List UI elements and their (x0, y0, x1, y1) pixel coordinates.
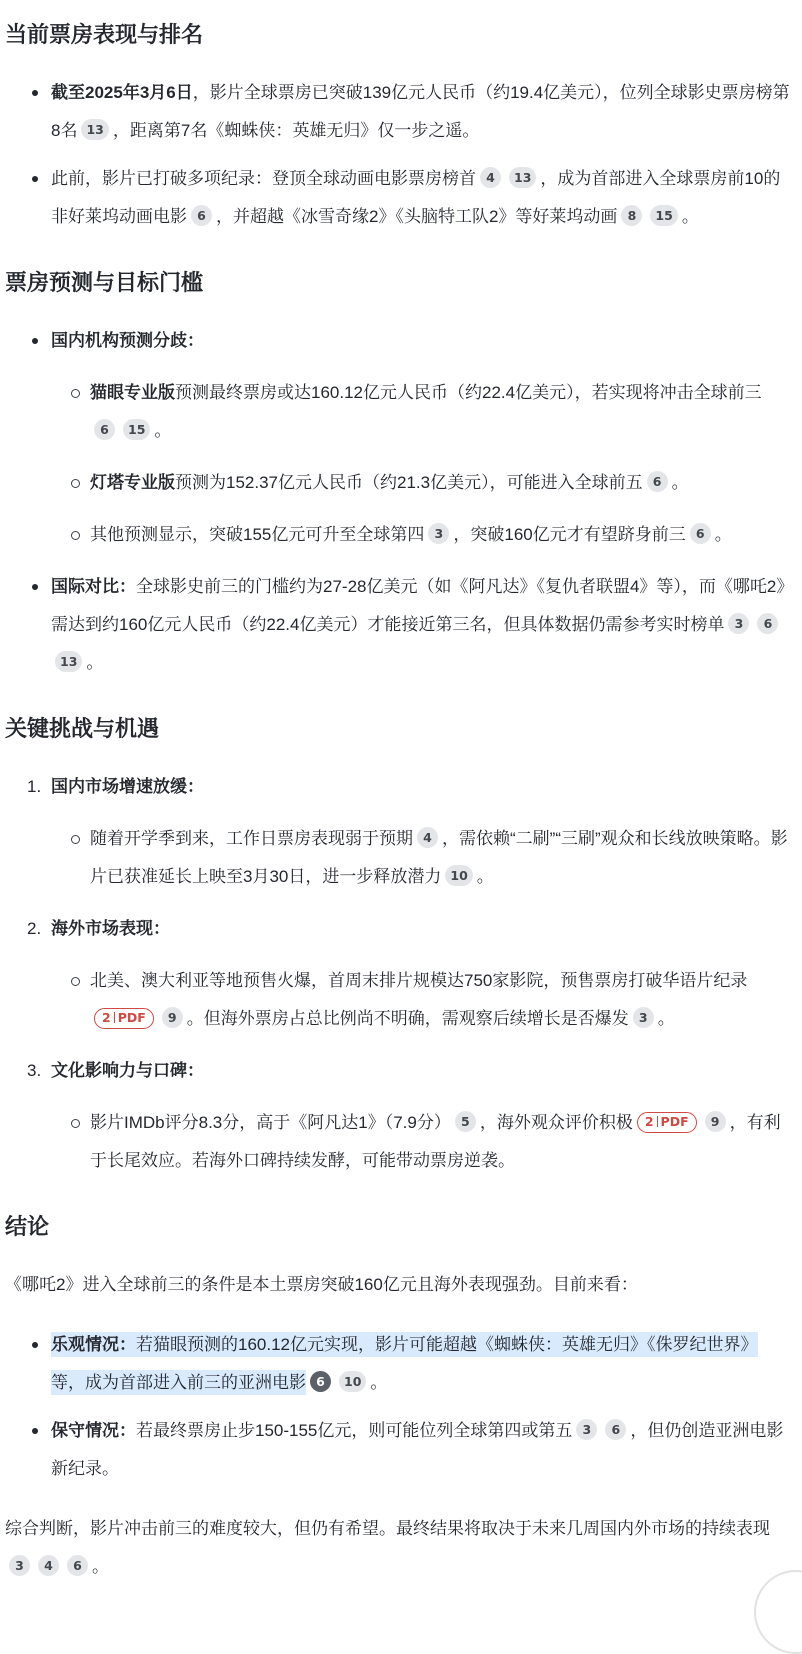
heading-current-performance: 当前票房表现与排名 (5, 22, 204, 47)
conclusion-intro: 《哪吒2》进入全球前三的条件是本土票房突破160亿元且海外表现强劲。目前来看： (5, 1275, 638, 1294)
text-run: 。 (86, 653, 104, 672)
numbered-item (27, 1052, 790, 1180)
text-run: 全球影史前三的门槛约为27-28亿美元（如《阿凡达》《复仇者联盟4》等），而《哪吒2》需达到约160亿元人民币（约22.4亿美元）才能接近第三名，但具体数据仍需参考实时榜单 (51, 577, 785, 634)
list-number: 3. (27, 1061, 42, 1080)
bullet-list (5, 74, 790, 236)
citation-badge[interactable]: 3 (633, 1007, 654, 1028)
pdf-badge-divider (114, 1012, 115, 1023)
text-run: 。 (476, 867, 494, 886)
heading-forecast-thresholds: 票房预测与目标门槛 (5, 270, 204, 295)
numbered-item (27, 768, 790, 896)
section-current-performance (5, 20, 790, 236)
text-run: ，海外观众评价积极 (479, 1113, 633, 1132)
text-run-bold: 文化影响力与口碑： (51, 1061, 204, 1080)
list-item (51, 74, 790, 150)
text-run: 预测最终票房或达160.12亿元人民币（约22.4亿美元），若实现将冲击全球前三 (175, 383, 762, 402)
sub-bullet-list (51, 1104, 790, 1180)
pdf-citation-badge[interactable] (94, 1008, 154, 1029)
text-run: ，但仍创造亚洲电影新纪录。 (51, 1421, 784, 1478)
citation-badge[interactable]: 6 (191, 205, 212, 226)
pdf-badge-divider (657, 1116, 658, 1127)
citation-badge[interactable]: 9 (705, 1111, 726, 1132)
citation-badge[interactable]: 13 (81, 119, 108, 140)
text-run: 若猫眼预测的160.12亿元实现，影片可能超越《蜘蛛侠：英雄无归》《侏罗纪世界》等，成为首部进入前三的亚洲电影 (51, 1335, 758, 1392)
pdf-citation-number: 2 (102, 1010, 111, 1025)
text-run: ，影片全球票房已突破139亿元人民币（约19.4亿美元），位列全球影史票房榜第8名 (51, 83, 790, 140)
text-run: 北美、澳大利亚等地预售火爆，首周末排片规模达750家影院，预售票房打破华语片纪录 (90, 971, 748, 990)
bullet-list (5, 1326, 790, 1488)
text-run: 。 (671, 473, 689, 492)
text-run: 影片IMDb评分8.3分，高于《阿凡达1》（7.9分） (90, 1113, 451, 1132)
section-challenges-opportunities (5, 714, 790, 1180)
text-run: 预测为152.37亿元人民币（约21.3亿美元），可能进入全球前五 (175, 473, 643, 492)
citation-badge[interactable]: 15 (123, 419, 150, 440)
text-run: ，需依赖“二刷”“三刷”观众和长线放映策略。影片已获准延长上映至3月30日，进一步释放潜力 (90, 829, 788, 886)
citation-badge[interactable]: 6 (757, 613, 778, 634)
text-run: 。 (714, 525, 732, 544)
list-item (51, 160, 790, 236)
citation-badge[interactable]: 10 (339, 1371, 366, 1392)
numbered-list (5, 768, 790, 1180)
text-run: ，距离第7名《蜘蛛侠：英雄无归》仅一步之遥。 (112, 121, 480, 140)
citation-badge[interactable]: 5 (455, 1111, 476, 1132)
text-run: 随着开学季到来，工作日票房表现弱于预期 (90, 829, 413, 848)
sub-list-item (90, 962, 790, 1038)
sub-bullet-list (51, 820, 790, 896)
citation-badge[interactable]: 3 (576, 1419, 597, 1440)
section-forecast-thresholds (5, 268, 790, 682)
citation-badge[interactable]: 13 (55, 651, 82, 672)
pdf-citation-number: 2 (644, 1114, 654, 1129)
bullet-list (5, 322, 790, 682)
heading-conclusion: 结论 (5, 1214, 50, 1239)
text-run-bold: 保守情况： (51, 1421, 136, 1440)
sub-list-item (90, 374, 790, 450)
citation-badge[interactable]: 4 (38, 1555, 59, 1576)
sub-list-item (90, 1104, 790, 1180)
citation-badge[interactable]: 6 (647, 471, 668, 492)
citation-badge[interactable]: 4 (480, 167, 501, 188)
citation-badge[interactable]: 9 (162, 1007, 183, 1028)
text-run-bold: 猫眼专业版 (90, 383, 175, 402)
sub-bullet-list (51, 962, 790, 1038)
sub-bullet-list (51, 374, 790, 554)
heading-challenges-opportunities: 关键挑战与机遇 (5, 716, 160, 741)
conclusion-outro (5, 1510, 790, 1586)
text-run: 。 (370, 1373, 388, 1392)
text-run: 此前，影片已打破多项纪录：登顶全球动画电影票房榜首 (51, 169, 476, 188)
section-conclusion (5, 1212, 790, 1586)
highlighted-text (51, 1332, 758, 1395)
list-number: 2. (27, 919, 42, 938)
citation-badge[interactable]: 3 (9, 1555, 30, 1576)
text-run: 若最终票房止步150-155亿元，则可能位列全球第四或第五 (136, 1421, 573, 1440)
sub-list-item (90, 820, 790, 896)
citation-badge[interactable]: 6 (67, 1555, 88, 1576)
text-run-bold: 国际对比： (51, 577, 136, 596)
text-run: ，并超越《冰雪奇缘2》《头脑特工队2》等好莱坞动画 (216, 207, 618, 226)
text-run-bold: 国内市场增速放缓： (51, 777, 204, 796)
citation-badge[interactable]: 3 (428, 523, 449, 544)
text-run: 。但海外票房占总比例尚不明确，需观察后续增长是否爆发 (186, 1009, 629, 1028)
text-run-bold: 截至2025年3月6日 (51, 83, 193, 102)
citation-badge[interactable]: 6 (690, 523, 711, 544)
citation-badge[interactable]: 6 (605, 1419, 626, 1440)
list-item-optimistic (51, 1326, 790, 1402)
citation-badge-active[interactable]: 6 (310, 1371, 331, 1392)
text-run: 。 (657, 1009, 675, 1028)
text-run: 其他预测显示，突破155亿元可升至全球第四 (90, 525, 425, 544)
citation-badge[interactable]: 10 (445, 865, 472, 886)
text-run-bold: 灯塔专业版 (90, 473, 175, 492)
list-item-conservative (51, 1412, 790, 1488)
text-run: ，有利于长尾效应。若海外口碑持续发酵，可能带动票房逆袭。 (90, 1113, 781, 1170)
citation-badge[interactable]: 8 (621, 205, 642, 226)
text-run: 。 (92, 1557, 109, 1576)
text-run: 综合判断，影片冲击前三的难度较大，但仍有希望。最终结果将取决于未来几周国内外市场的持续表现 (5, 1519, 770, 1538)
sub-list-item (90, 516, 790, 554)
list-item (51, 322, 790, 554)
citation-badge[interactable]: 13 (509, 167, 536, 188)
text-run: ，成为首部进入全球票房前10的非好莱坞动画电影 (51, 169, 781, 226)
pdf-citation-label: PDF (117, 1010, 146, 1025)
citation-badge[interactable]: 6 (94, 419, 115, 440)
citation-badge[interactable]: 3 (728, 613, 749, 634)
pdf-citation-label: PDF (660, 1114, 689, 1129)
citation-badge[interactable]: 4 (417, 827, 438, 848)
list-number: 1. (27, 777, 42, 796)
pdf-citation-badge[interactable] (637, 1112, 697, 1133)
citation-badge[interactable]: 15 (650, 205, 677, 226)
numbered-item (27, 910, 790, 1038)
text-run: 。 (681, 207, 699, 226)
text-run-bold: 国内机构预测分歧： (51, 331, 204, 350)
text-run-bold: 乐观情况： (51, 1335, 136, 1354)
text-run-bold: 海外市场表现： (51, 919, 170, 938)
list-item (51, 568, 790, 682)
text-run: ，突破160亿元才有望跻身前三 (453, 525, 686, 544)
sub-list-item (90, 464, 790, 502)
text-run: 。 (154, 421, 172, 440)
